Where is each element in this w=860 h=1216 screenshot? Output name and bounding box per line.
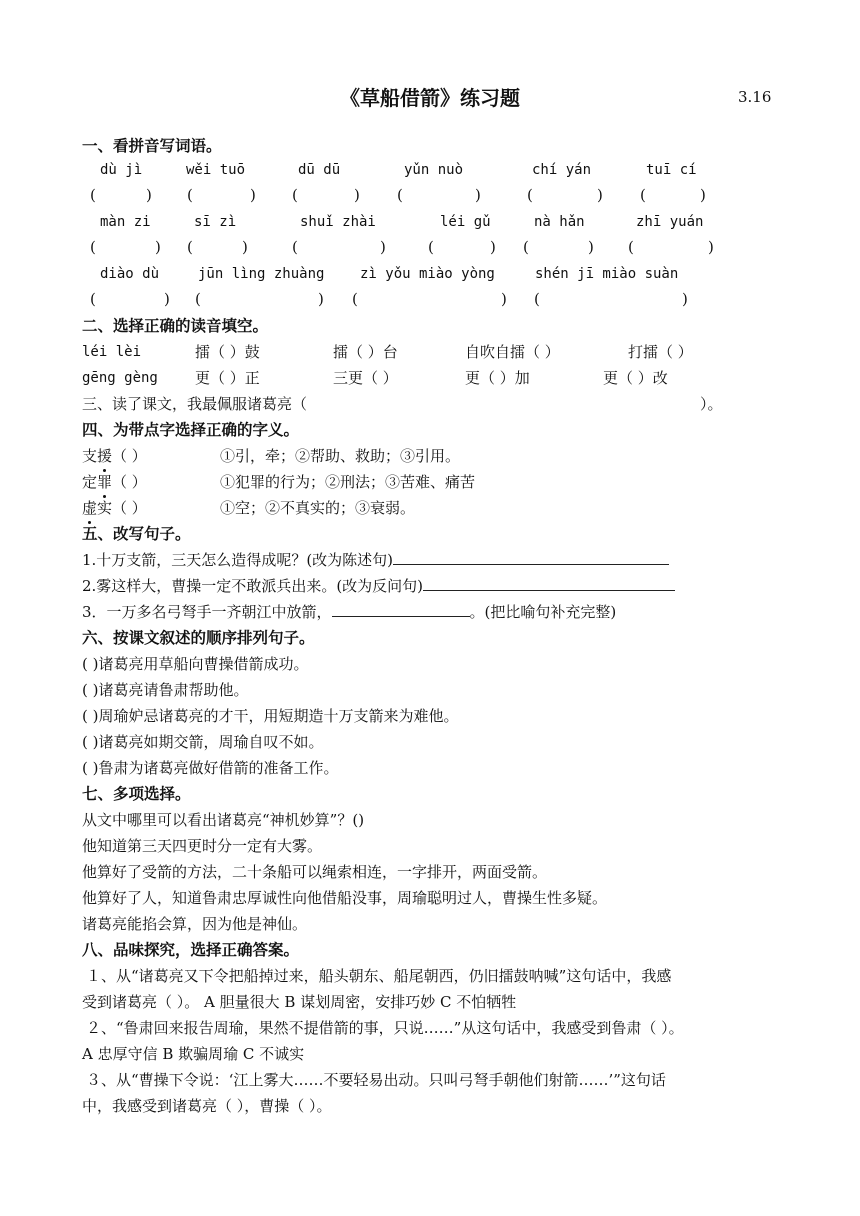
rewrite-item-3: 3．一万多名弓弩手一齐朝江中放箭， 。(把比喻句补充完整) (82, 603, 617, 621)
section-4-heading: 四、为带点字选择正确的字义。 (82, 420, 300, 439)
option-line: A 忠厚守信 B 欺骗周瑜 C 不诚实 (82, 1045, 305, 1063)
question-text: 从文中哪里可以看出诸葛亮“神机妙算”？() (82, 811, 365, 829)
option-item: 他算好了人，知道鲁肃忠厚诚性向他借船没事，周瑜聪明过人，曹操生性多疑。 (82, 889, 608, 907)
answer-line[interactable] (332, 602, 470, 617)
order-item: ( )周瑜妒忌诸葛亮的才干，用短期造十万支箭来为难他。 (82, 707, 459, 725)
order-item: ( )诸葛亮用草船向曹操借箭成功。 (82, 655, 309, 673)
section-5-heading: 五、改写句子。 (82, 524, 191, 543)
fill-blank-item: 更（ ）改 (603, 369, 668, 387)
word-item: 定罪（ ） (82, 473, 147, 491)
meaning-options: ①引，牵；②帮助、救助；③引用。 (220, 447, 461, 465)
order-item: ( )诸葛亮请鲁肃帮助他。 (82, 681, 249, 699)
pinyin-item: shén jī miào suàn (535, 266, 679, 282)
answer-paren-open: ( (187, 186, 193, 204)
option-item: 他知道第三天四更时分一定有大雾。 (82, 837, 323, 855)
answer-paren-close: ) (155, 238, 161, 256)
pinyin-item: chí yán (532, 162, 592, 178)
answer-paren-close: ) (354, 186, 360, 204)
question-text: 受到诸葛亮（ ）。 A 胆量很大 B 谋划周密，安排巧妙 C 不怕牺牲 (82, 993, 517, 1011)
pinyin-item: dù jì (100, 162, 143, 178)
answer-paren-open: ( (90, 290, 96, 308)
answer-paren-close: ) (597, 186, 603, 204)
answer-paren-open: ( (640, 186, 646, 204)
answer-paren-open: ( (292, 238, 298, 256)
answer-paren-close: ) (588, 238, 594, 256)
dotted-char: 罪 (97, 473, 113, 491)
question-text: ３、从“曹操下令说：‘江上雾大……不要轻易出动。只叫弓弩手朝他们射箭……’”这句话 (86, 1071, 666, 1089)
pinyin-item: sī zì (194, 214, 237, 230)
page-title: 《草船借箭》练习题 (340, 86, 520, 110)
meaning-options: ①犯罪的行为；②刑法；③苦难、痛苦 (220, 473, 476, 491)
section-7-heading: 七、多项选择。 (82, 784, 191, 803)
fill-blank-item: 自吹自擂（ ） (465, 343, 560, 361)
answer-paren-open: ( (523, 238, 529, 256)
order-item: ( )诸葛亮如期交箭，周瑜自叹不如。 (82, 733, 324, 751)
dotted-char: 虚 (82, 499, 98, 517)
pinyin-item: zì yǒu miào yòng (360, 266, 495, 282)
answer-paren-close: ) (380, 238, 386, 256)
answer-paren-open: ( (527, 186, 533, 204)
question-text: 中，我感受到诸葛亮（ ），曹操（ ）。 (82, 1097, 332, 1115)
answer-paren-open: ( (187, 238, 193, 256)
answer-paren-close: ) (501, 290, 507, 308)
rewrite-item-1: 1.十万支箭，三天怎么造得成呢？(改为陈述句) (82, 550, 669, 570)
dotted-char: 援 (97, 447, 113, 465)
section-2-heading: 二、选择正确的读音填空。 (82, 316, 269, 335)
pinyin-item: shuǐ zhài (300, 214, 376, 230)
answer-paren-open: ( (397, 186, 403, 204)
option-item: 诸葛亮能掐会算，因为他是神仙。 (82, 915, 308, 933)
option-item: 他算好了受箭的方法，二十条船可以绳索相连，一字排开，两面受箭。 (82, 863, 548, 881)
word-item: 虚实（ ） (82, 499, 147, 517)
pinyin-item: yǔn nuò (404, 162, 464, 178)
answer-paren-open: ( (90, 238, 96, 256)
section-3-end: ）。 (700, 395, 723, 413)
date-label: 3.16 (738, 88, 772, 106)
word-item: 支援（ ） (82, 447, 147, 465)
section-1-heading: 一、看拼音写词语。 (82, 136, 222, 155)
answer-paren-close: ) (164, 290, 170, 308)
pinyin-item: léi gǔ (440, 214, 491, 230)
pinyin-item: nà hǎn (534, 214, 585, 230)
pinyin-item: zhī yuán (636, 214, 704, 230)
answer-line[interactable] (393, 550, 669, 565)
pinyin-item: tuī cí (646, 162, 697, 178)
answer-paren-open: ( (195, 290, 201, 308)
section-6-heading: 六、按课文叙述的顺序排列句子。 (82, 628, 315, 647)
pinyin-item: diào dù (100, 266, 160, 282)
fill-blank-item: 更（ ）正 (195, 369, 260, 387)
answer-line[interactable] (423, 576, 675, 591)
rewrite-item-2: 2.雾这样大，曹操一定不敢派兵出来。(改为反问句) (82, 576, 675, 596)
fill-blank-item: 擂（ ）台 (333, 343, 398, 361)
section-8-heading: 八、品味探究，选择正确答案。 (82, 940, 300, 959)
answer-paren-open: ( (428, 238, 434, 256)
pinyin-item: màn zi (100, 214, 151, 230)
order-item: ( )鲁肃为诸葛亮做好借箭的准备工作。 (82, 759, 339, 777)
fill-blank-item: 更（ ）加 (465, 369, 530, 387)
section-3-text: 三、读了课文，我最佩服诸葛亮（ (82, 395, 308, 413)
question-text: １、从“诸葛亮又下令把船掉过来，船头朝东、船尾朝西，仍旧擂鼓呐喊”这句话中，我感 (86, 967, 672, 985)
answer-paren-close: ) (318, 290, 324, 308)
answer-paren-open: ( (90, 186, 96, 204)
meaning-options: ①空；②不真实的；③衰弱。 (220, 499, 416, 517)
answer-paren-close: ) (682, 290, 688, 308)
answer-paren-close: ) (475, 186, 481, 204)
question-text: ２、“鲁肃回来报告周瑜，果然不提借箭的事，只说……”从这句话中，我感受到鲁肃（ ）。 (86, 1019, 684, 1037)
answer-paren-close: ) (242, 238, 248, 256)
answer-paren-open: ( (292, 186, 298, 204)
answer-paren-close: ) (490, 238, 496, 256)
fill-blank-item: 擂（ ）鼓 (195, 343, 260, 361)
pinyin-options: léi lèi (82, 344, 142, 360)
pinyin-item: jūn lìng zhuàng (198, 266, 325, 282)
answer-paren-close: ) (708, 238, 714, 256)
answer-paren-close: ) (700, 186, 706, 204)
answer-paren-open: ( (534, 290, 540, 308)
fill-blank-item: 三更（ ） (333, 369, 398, 387)
answer-paren-open: ( (628, 238, 634, 256)
answer-paren-close: ) (146, 186, 152, 204)
fill-blank-item: 打擂（ ） (628, 343, 693, 361)
pinyin-options: gēng gèng (82, 370, 158, 386)
answer-paren-close: ) (250, 186, 256, 204)
pinyin-item: wěi tuō (186, 162, 246, 178)
answer-paren-open: ( (352, 290, 358, 308)
pinyin-item: dū dū (298, 162, 341, 178)
